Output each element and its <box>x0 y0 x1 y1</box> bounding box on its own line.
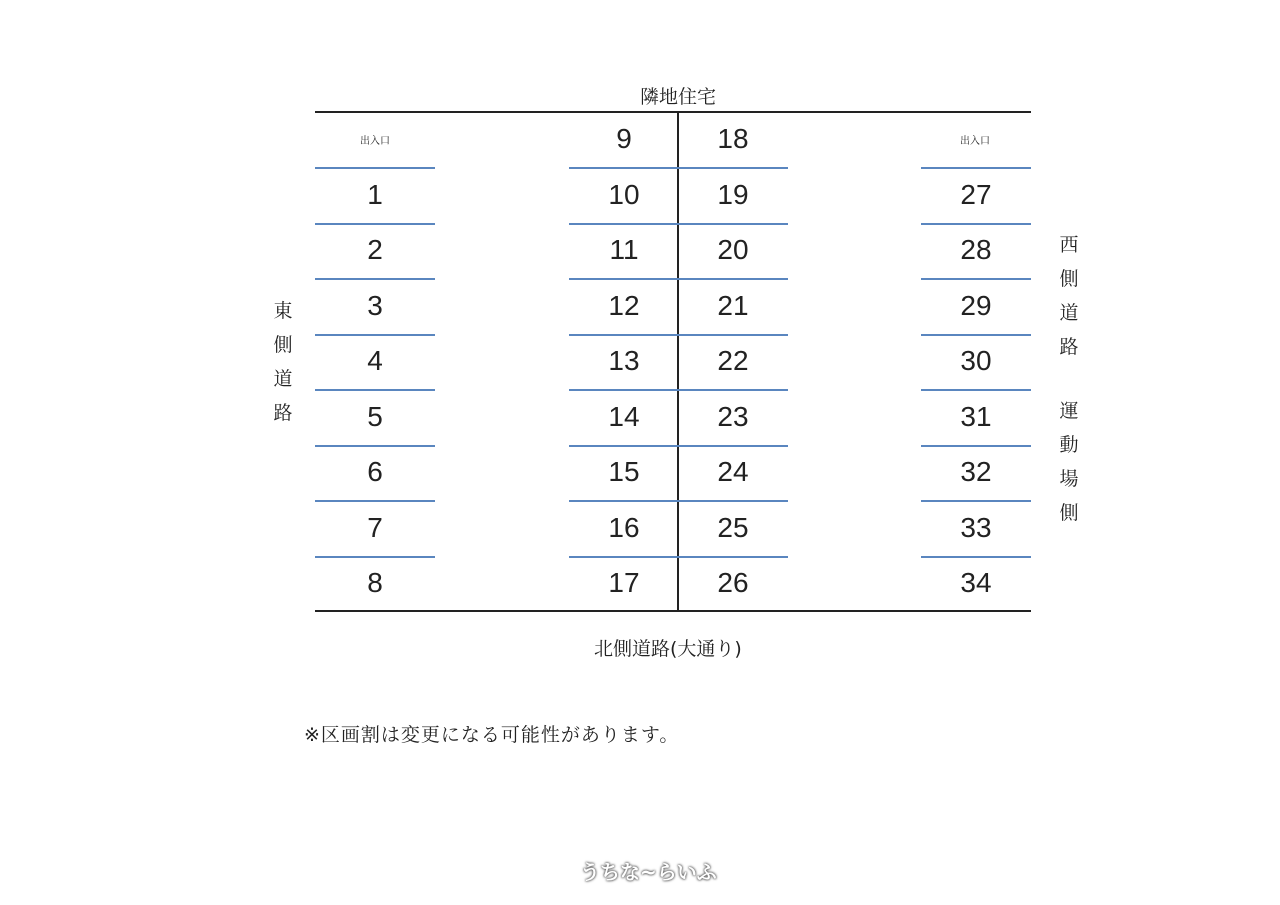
lot-separator <box>678 389 788 391</box>
lot-number-9: 9 <box>616 123 632 154</box>
lot-number-2: 2 <box>367 234 383 265</box>
lot-separator <box>678 445 788 447</box>
lot-separator <box>921 223 1031 225</box>
lot-number-16: 16 <box>608 511 640 543</box>
lot-separator <box>569 167 679 169</box>
lot-separator <box>315 278 435 280</box>
lot-separator <box>569 278 679 280</box>
lot-separator <box>315 445 435 447</box>
east-road-label: 東 側 道 路 <box>273 300 293 424</box>
lot-number-10: 10 <box>608 178 640 210</box>
lot-separator <box>921 167 1031 169</box>
lot-number-21: 21 <box>717 289 749 321</box>
entrance-right-label: 出入口 <box>960 136 990 147</box>
lot-number-8: 8 <box>367 567 383 598</box>
watermark-logo: うちな~らいふ <box>580 860 717 884</box>
lot-separator <box>569 223 679 225</box>
lot-separator <box>315 167 435 169</box>
lot-separator <box>678 167 788 169</box>
lot-number-32: 32 <box>960 456 992 487</box>
lot-separator <box>569 556 679 558</box>
top-boundary-line <box>315 111 1031 113</box>
lot-number-15: 15 <box>608 456 640 487</box>
lot-separator <box>921 500 1031 502</box>
notice-text: ※区画割は変更になる可能性があります。 <box>304 724 680 746</box>
lot-number-29: 29 <box>960 289 992 321</box>
north-road-label: 北側道路(大通り) <box>594 638 742 660</box>
lot-separator <box>569 389 679 391</box>
lot-number-26: 26 <box>717 567 749 598</box>
lot-separator <box>315 389 435 391</box>
bottom-boundary-line <box>315 610 1031 612</box>
lot-number-3: 3 <box>367 289 383 321</box>
lot-number-23: 23 <box>717 400 749 432</box>
lot-number-14: 14 <box>608 400 640 432</box>
west-road-label: 西 側 道 路 <box>1059 234 1079 358</box>
lot-separator <box>678 223 788 225</box>
lot-number-6: 6 <box>367 456 383 487</box>
lot-number-33: 33 <box>960 511 992 543</box>
lot-number-4: 4 <box>367 345 383 376</box>
lot-number-7: 7 <box>367 511 383 543</box>
lot-number-5: 5 <box>367 400 383 432</box>
lot-separator <box>315 334 435 336</box>
lot-number-31: 31 <box>960 400 992 432</box>
lot-number-30: 30 <box>960 345 992 376</box>
playground-side-label: 運 動 場 側 <box>1059 400 1079 524</box>
lot-separator <box>921 334 1031 336</box>
lot-number-19: 19 <box>717 178 749 210</box>
lot-separator <box>315 556 435 558</box>
lot-number-17: 17 <box>608 567 640 598</box>
lot-number-28: 28 <box>960 234 992 265</box>
lot-separator <box>678 500 788 502</box>
lot-separator <box>569 500 679 502</box>
lot-number-18: 18 <box>717 123 749 154</box>
lot-number-24: 24 <box>717 456 749 487</box>
lot-separator <box>921 278 1031 280</box>
lot-number-20: 20 <box>717 234 749 265</box>
lot-separator <box>921 556 1031 558</box>
lot-separator <box>921 389 1031 391</box>
lot-number-22: 22 <box>717 345 749 376</box>
lot-separator <box>678 278 788 280</box>
lot-number-34: 34 <box>960 567 992 598</box>
entrance-left-label: 出入口 <box>360 136 390 147</box>
lot-separator <box>315 223 435 225</box>
lot-separator <box>569 445 679 447</box>
lot-number-12: 12 <box>608 289 640 321</box>
lot-number-11: 11 <box>609 234 639 265</box>
lot-number-27: 27 <box>960 178 992 210</box>
lot-separator <box>921 445 1031 447</box>
lot-number-1: 1 <box>367 178 383 210</box>
lot-number-13: 13 <box>608 345 640 376</box>
top-neighbor-label: 隣地住宅 <box>640 86 717 108</box>
lot-separator <box>678 556 788 558</box>
lot-separator <box>315 500 435 502</box>
lot-number-25: 25 <box>717 511 749 543</box>
lot-separator <box>678 334 788 336</box>
lot-separator <box>569 334 679 336</box>
